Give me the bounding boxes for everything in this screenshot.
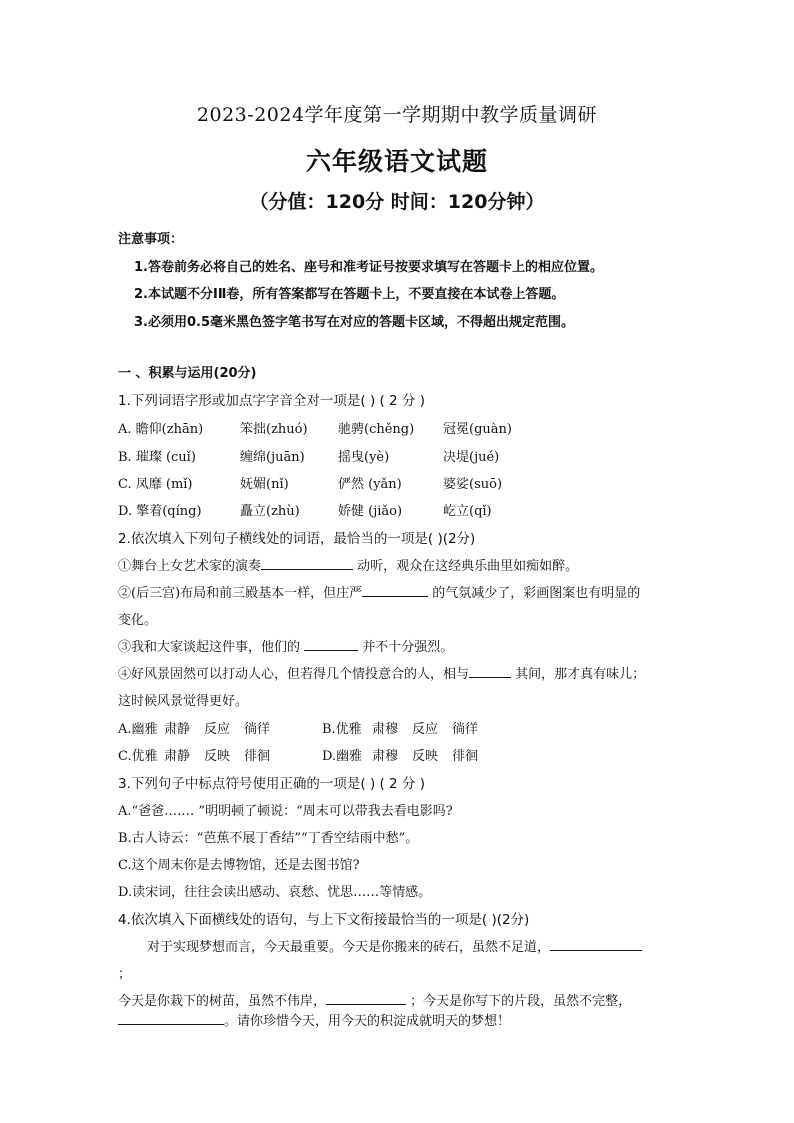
option-word: 婆娑(suō): [443, 477, 503, 492]
notice-item: 3.必须用0.5毫米黑色签字笔书写在对应的答题卡区域，不得超出规定范围。: [134, 315, 575, 330]
option-word: 徘徊: [452, 749, 479, 764]
option-word: 反映: [204, 749, 231, 764]
question-2-options-row-2: [118, 745, 478, 764]
question-3-option-b: B.古人诗云：“芭蕉不展丁香结”“丁香空结雨中愁”。: [118, 831, 419, 846]
option-word: 缠绵(juān): [240, 450, 305, 465]
option-word: 反应: [204, 722, 231, 737]
option-word: 肃穆: [372, 722, 399, 737]
question-2-stem: 2.依次填入下列句子横线处的词语，最恰当的一项是( )(2分): [118, 531, 476, 547]
question-1-option-d: [118, 500, 492, 519]
answer-blank: [469, 663, 511, 678]
sentence-text: ；今天是你写下的片段，虽然不完整，: [410, 994, 632, 1009]
question-2-sentence-4-cont: 这时候风景觉得更好。: [118, 694, 249, 709]
option-word: 摇曳(yè): [338, 450, 390, 465]
section-title: 一 、积累与运用(20分): [118, 366, 257, 381]
sentence-text: ②(后三宫)布局和前三殿基本一样，但庄严: [118, 586, 363, 601]
option-word: 屹立(qǐ): [443, 504, 492, 519]
answer-blank: [550, 936, 642, 951]
question-1-option-a: [118, 418, 512, 437]
answer-blank: [304, 636, 358, 651]
question-1-stem: 1.下列词语字形或加点字字音全对一项是( ) ( 2 分 ): [118, 393, 425, 409]
question-2-sentence-4: [118, 663, 645, 682]
question-2-sentence-3: [118, 636, 453, 655]
option-word: 肃静: [164, 749, 191, 764]
notice-item: 2.本试题不分ⅠⅡ卷，所有答案都写在答题卡上，不要直接在本试卷上答题。: [134, 287, 565, 302]
answer-blank: [261, 555, 353, 570]
option-word: D.幽雅: [322, 749, 363, 764]
exam-header: 2023-2024学年度第一学期期中教学质量调研: [196, 104, 598, 126]
option-word: 娇健 (jiǎo): [338, 504, 403, 519]
question-3-option-d: D.读宋词，往往会读出感动、哀愁、忧思……等情感。: [118, 885, 432, 900]
sentence-text: ④好风景固然可以打动人心，但若得几个情投意合的人，相与: [118, 667, 470, 682]
option-word: 俨然 (yǎn): [338, 477, 402, 492]
option-word: 徜徉: [244, 722, 271, 737]
answer-blank: [362, 582, 428, 597]
sentence-text: 的气氛减少了，彩画图案也有明显的: [432, 586, 641, 601]
option-word: 冠冕(guàn): [443, 422, 512, 437]
sentence-text: 对于实现梦想而言，今天最重要。今天是你搬来的砖石，虽然不足道，: [147, 940, 551, 955]
question-3-option-c: C.这个周末你是去博物馆，还是去图书馆?: [118, 858, 360, 873]
notice-item: 1.答卷前务必将自己的姓名、座号和准考证号按要求填写在答题卡上的相应位置。: [134, 260, 603, 275]
sentence-text: 并不十分强烈。: [362, 640, 454, 655]
option-word: 妩媚(nǐ): [240, 477, 289, 492]
option-word: 笨拙(zhuó): [240, 422, 308, 437]
option-word: 矗立(zhù): [240, 504, 300, 519]
option-word: A. 瞻仰(zhān): [118, 422, 204, 437]
sentence-text: 。请你珍惜今天，用今天的积淀成就明天的梦想！: [224, 1014, 511, 1029]
question-4-paragraph-line-2: ；: [118, 967, 132, 982]
option-word: B.优雅: [322, 722, 362, 737]
exam-meta: （分值：120分 时间：120分钟）: [249, 191, 545, 213]
sentence-text: 其间，那才真有味儿；: [515, 667, 646, 682]
question-3-option-a: A.“爸爸….… ”明明顿了顿说：“周末可以带我去看电影吗?: [118, 804, 453, 819]
option-word: 决堤(jué): [443, 450, 500, 465]
option-word: C.优雅: [118, 749, 158, 764]
sentence-text: ①舞台上女艺术家的演奏: [118, 559, 262, 574]
question-2-options-row-1: [118, 718, 478, 737]
sentence-text: ③我和大家谈起这件事，他们的: [118, 640, 301, 655]
notice-heading: 注意事项：: [118, 232, 184, 247]
sentence-text: 动听，观众在这经典乐曲里如痴如醉。: [357, 559, 579, 574]
option-word: 徜徉: [452, 722, 479, 737]
option-word: 反映: [412, 749, 439, 764]
option-word: D. 擎着(qíng): [118, 504, 202, 519]
sentence-text: 今天是你栽下的树苗，虽然不伟岸，: [118, 994, 327, 1009]
option-word: C. 凤靡 (mǐ): [118, 477, 193, 492]
exam-title: 六年级语文试题: [305, 147, 488, 176]
question-4-stem: 4.依次填入下面横线处的语句，与上下文衔接最恰当的一项是( )(2分): [118, 912, 530, 928]
question-4-paragraph-line-1: [147, 936, 642, 955]
option-word: A.幽雅: [118, 722, 158, 737]
question-2-sentence-2-cont: 变化。: [118, 613, 158, 628]
question-4-paragraph-line-3: [118, 990, 631, 1009]
question-3-stem: 3.下列句子中标点符号使用正确的一项是( ) ( 2 分 ): [118, 776, 425, 792]
option-word: 驰骋(chěng): [338, 422, 415, 437]
answer-blank: [326, 990, 406, 1005]
question-1-option-c: [118, 473, 502, 492]
answer-blank: [118, 1010, 224, 1025]
question-2-sentence-1: [118, 555, 578, 574]
option-word: 肃穆: [372, 749, 399, 764]
option-word: 肃静: [164, 722, 191, 737]
question-4-paragraph-line-4: [118, 1010, 510, 1029]
question-2-sentence-2: [118, 582, 640, 601]
question-1-option-b: [118, 446, 499, 465]
option-word: 反应: [412, 722, 439, 737]
option-word: 徘徊: [244, 749, 271, 764]
option-word: B. 璀璨 (cuǐ): [118, 450, 196, 465]
